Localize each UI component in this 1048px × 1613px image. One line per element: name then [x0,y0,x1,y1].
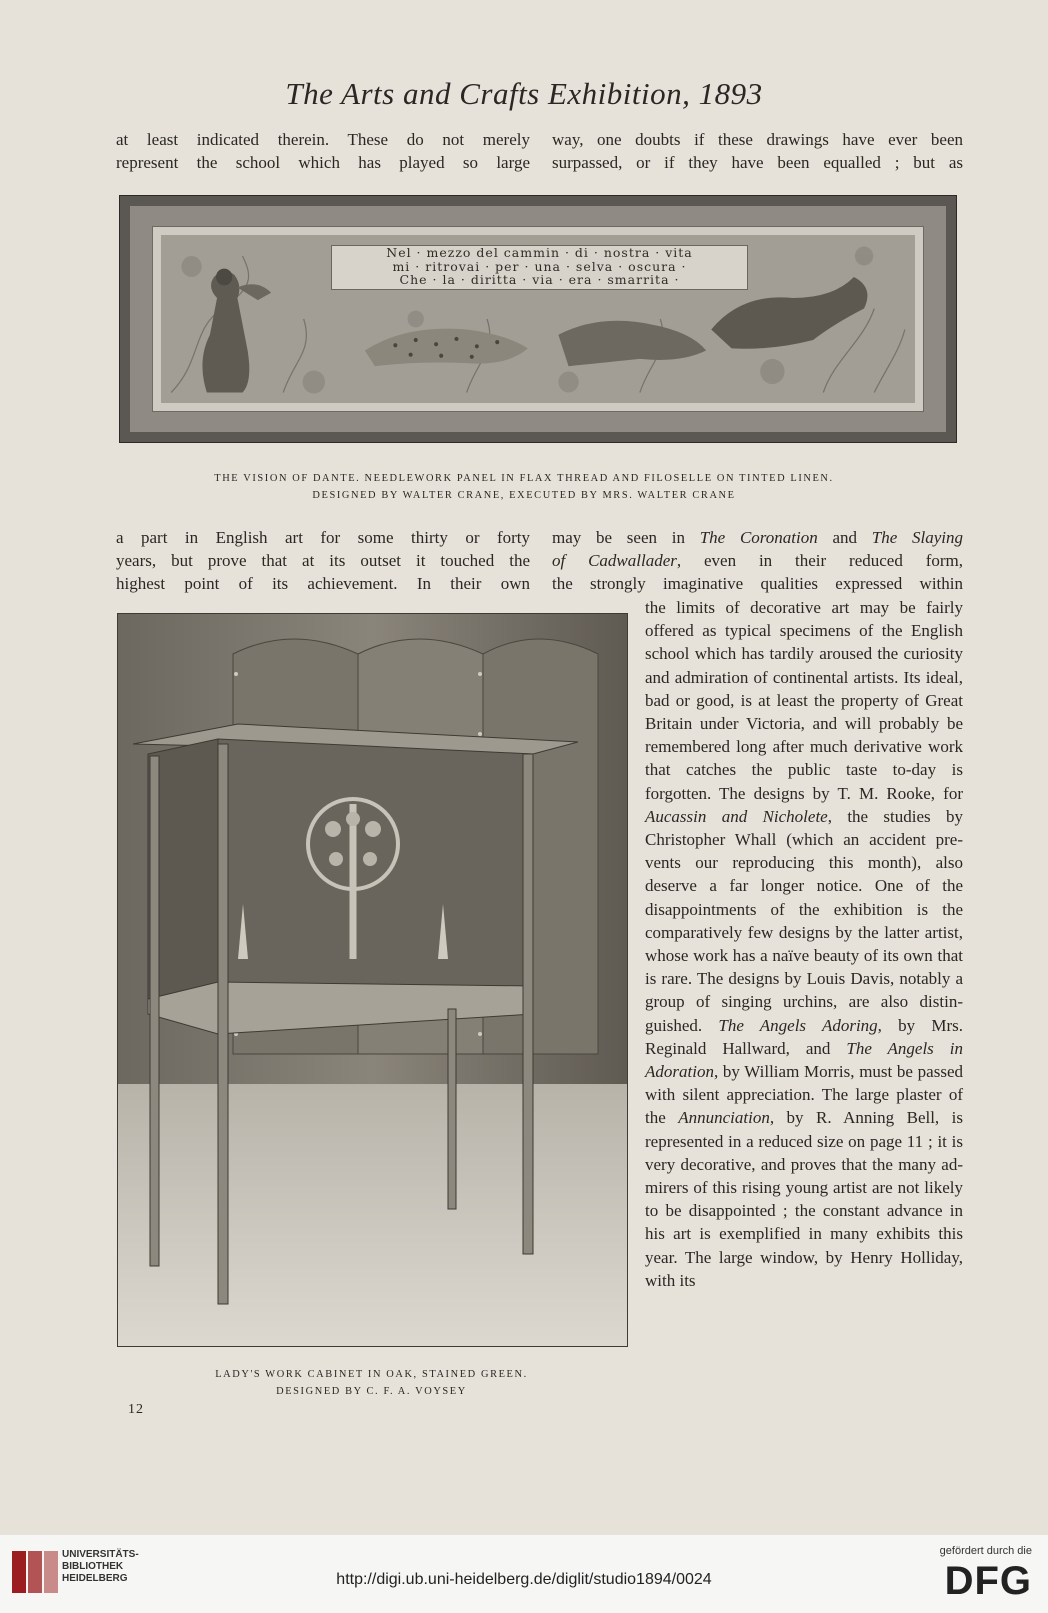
column-left-mid [116,526,530,596]
text-line: surpassed, or if they have been equalled ; but as [552,153,963,173]
column-right-body [645,596,963,1292]
column-left-top [116,128,530,174]
caption-line: DESIGNED BY C. F. A. VOYSEY [276,1386,467,1397]
funding-note: gefördert durch die [939,1545,1032,1557]
panel-caption [0,470,1048,504]
text-line: highest point of its achievement. In their own [116,574,530,594]
text-run: , by R. Anning Bell, is represented in a reduced size on page 11 ; it is very decorative, and proves that the many admirers of this rising young artist are not likely to be disappointed ; the constant advance in his art is exemplified in many exhibits this year. The large window, by Henry Holliday, with its [645,1108,963,1290]
text-line: a part in English art for some thirty or forty [116,528,530,547]
text-run: , even in their reduced form, [676,551,963,571]
text-line: way, one doubts if these drawings have ever been [552,130,963,149]
text-run: the limits of decorative art may be fairly offered as typical specimens of the English school which has tardily aroused the curiosity and admiration of continental artists. Its ideal, bad or good, is at least the property of Great Britain under Victoria, and will probably be remembered long after much derivative work that catches the public taste to-day is forgotten. The designs by T. M. Rooke, for [645,598,963,803]
column-right-top [552,128,963,174]
title-run: The Slaying [871,528,963,547]
title-run: of Cadwallader [552,551,677,571]
title-run: Aucassin and Nicholete [645,806,828,826]
viewer-footer [0,1535,1048,1613]
library-line: HEIDELBERG [62,1573,128,1584]
library-line: UNIVERSITÄTS- [62,1549,139,1560]
text-line [552,526,963,549]
text-run: , by Mrs. Reginald Hallward, and [645,1015,963,1058]
column-right-mid [552,526,963,596]
running-header: The Arts and Crafts Exhibition, 1893 [285,76,763,111]
panel-mat [152,226,924,412]
title-run: Annunciation [678,1108,770,1128]
dfg-logo: DFG [944,1559,1032,1603]
title-run: The Coronation [699,528,818,547]
cabinet-photograph [117,613,628,1347]
text-run: may be seen in [552,528,700,547]
text-line: represent the school which has played so large [116,153,530,173]
text-run: , the studies by Christopher Whall (which an accident prevents our reproducing this month), also deserve a far longer notice. One of the disappointments of the exhibition is the comparatively few designs by the latter artist, whose work has a naïve beauty of its own that is rare. The designs by Louis Davis, notably a group of singing urchins, are also distinguished. [645,806,963,1035]
caption-line: LADY'S WORK CABINET IN OAK, STAINED GREEN. [215,1369,528,1380]
text-run: and [817,528,872,547]
panel-embroidery [161,235,915,403]
panel-inscription [331,245,748,290]
title-run: The Angels in Adoration [645,1038,963,1082]
inscription-line: Nel · mezzo del cammin · di · nostra · vita [386,245,693,260]
title-run: The Angels Adoring [718,1015,878,1035]
inscription-line: mi · ritrovai · per · una · selva · oscura · [392,258,687,274]
page-number: 12 [128,1402,144,1417]
source-url-link[interactable]: http://digi.ub.uni-heidelberg.de/diglit/studio1894/0024 [336,1571,712,1588]
text-line [552,549,963,572]
caption-line: THE VISION OF DANTE. NEEDLEWORK PANEL IN FLAX THREAD AND FILOSELLE ON TINTED LINEN. [214,473,834,484]
paragraph [645,596,963,1292]
panel-frame [130,206,946,432]
needlework-panel-image [119,195,957,443]
text-line: the strongly imaginative qualities expressed within [552,574,963,594]
text-run: , by William Morris, must be passed with silent appreciation. The large plaster of the [645,1062,963,1128]
cabinet-illustration [118,614,627,1346]
caption-line: DESIGNED BY WALTER CRANE, EXECUTED BY MRS. WALTER CRANE [312,490,736,501]
text-line: at least indicated therein. These do not merely [116,130,530,149]
cabinet-caption [117,1366,626,1400]
inscription-line: Che · la · diritta · via · era · smarrita · [399,272,680,287]
library-line: BIBLIOTHEK [62,1561,124,1572]
text-line: years, but prove that at its outset it touched the [116,551,530,571]
